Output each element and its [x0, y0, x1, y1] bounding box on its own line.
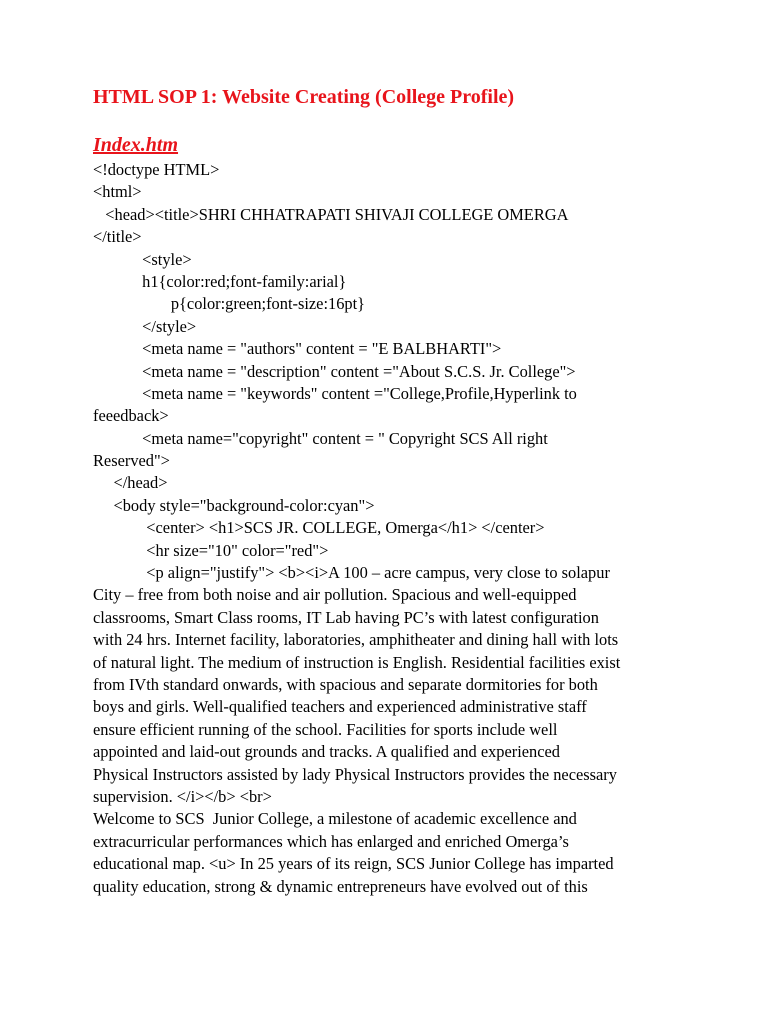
paragraph-line: quality education, strong & dynamic entrepreneurs have evolved out of this	[93, 876, 588, 896]
code-line: h1{color:red;font-family:arial}	[93, 271, 347, 291]
code-line: <meta name="copyright" content = " Copyright SCS All right	[93, 428, 548, 448]
code-line: <meta name = "authors" content = "E BALBHARTI">	[93, 339, 502, 359]
code-line: <html>	[93, 182, 142, 202]
code-line: </title>	[93, 227, 142, 247]
code-line: <!doctype HTML>	[93, 160, 220, 179]
code-line: <head><title>SHRI CHHATRAPATI SHIVAJI COLLEGE OMERGA	[93, 204, 569, 224]
paragraph-line: from IVth standard onwards, with spacious and separate dormitories for both	[93, 674, 598, 694]
code-line: <body style="background-color:cyan">	[93, 495, 375, 515]
paragraph-line: extracurricular performances which has enlarged and enriched Omerga’s	[93, 831, 569, 851]
code-line: feeedback>	[93, 406, 169, 426]
code-listing	[93, 159, 693, 898]
code-line: <center> <h1>SCS JR. COLLEGE, Omerga</h1> </center>	[93, 518, 545, 538]
paragraph-line: appointed and laid-out grounds and tracks. A qualified and experienced	[93, 742, 560, 762]
code-line: <meta name = "keywords" content ="College,Profile,Hyperlink to	[93, 383, 577, 403]
paragraph-line: of natural light. The medium of instruction is English. Residential facilities exist	[93, 652, 621, 672]
code-line: p{color:green;font-size:16pt}	[93, 294, 366, 314]
paragraph-line: educational map. <u> In 25 years of its reign, SCS Junior College has imparted	[93, 854, 614, 874]
paragraph-line: ensure efficient running of the school. Facilities for sports include well	[93, 719, 558, 739]
paragraph-line: supervision. </i></b> <br>	[93, 786, 272, 806]
paragraph-line: with 24 hrs. Internet facility, laboratories, amphitheater and dining hall with lots	[93, 630, 619, 650]
code-line: </style>	[93, 316, 197, 336]
paragraph-line: City – free from both noise and air pollution. Spacious and well-equipped	[93, 585, 577, 605]
code-line: <hr size="10" color="red">	[93, 540, 329, 560]
paragraph-line: Welcome to SCS Junior College, a milestone of academic excellence and	[93, 809, 577, 829]
paragraph-line: boys and girls. Well-qualified teachers and experienced administrative staff	[93, 697, 587, 717]
paragraph-line: classrooms, Smart Class rooms, IT Lab having PC’s with latest configuration	[93, 607, 599, 627]
file-name-heading: Index.htm	[93, 134, 179, 156]
code-line: <meta name = "description" content ="About S.C.S. Jr. College">	[93, 361, 576, 381]
code-line: <style>	[93, 249, 192, 269]
code-line: Reserved">	[93, 451, 170, 471]
page-title: HTML SOP 1: Website Creating (College Profile)	[93, 86, 515, 108]
paragraph-line: Physical Instructors assisted by lady Physical Instructors provides the necessary	[93, 764, 617, 784]
paragraph-line: <p align="justify"> <b><i>A 100 – acre campus, very close to solapur	[93, 563, 610, 583]
code-line: </head>	[93, 473, 168, 493]
